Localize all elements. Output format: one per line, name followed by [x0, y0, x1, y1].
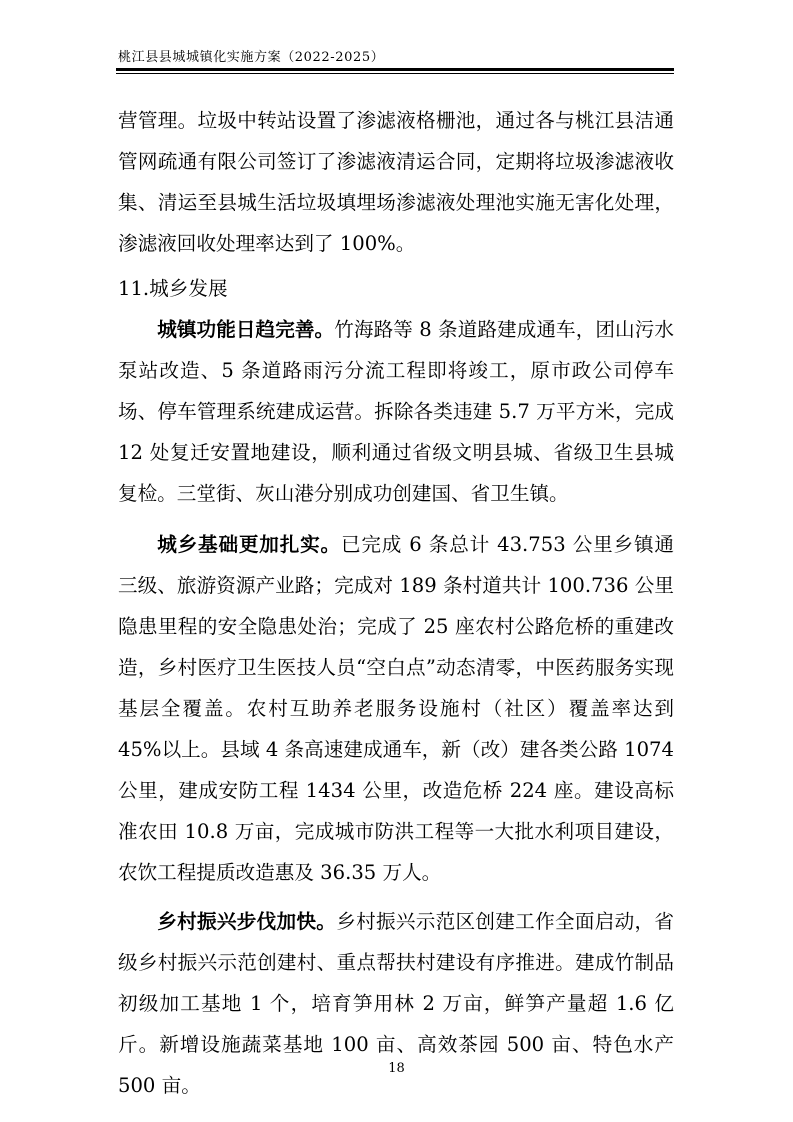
header-rule-thin [116, 73, 674, 74]
paragraph-lead: 乡村振兴步伐加快。 [157, 910, 337, 933]
paragraph-text: 已完成 6 条总计 43.753 公里乡镇通三级、旅游资源产业路；完成对 189 条村道共计 100.736 公里隐患里程的安全隐患处治；完成了 25 座农村公路危桥的重建改造，乡村医疗卫生医技人员“空白点”动态清零，中医药服务实现基层全覆盖。农村互助养老服务设施村（社区）覆盖率达到 45%以上。县域 4 条高速建成通车，新（改）建各类公路 1074 公里，建成安防工程 1434 公里，改造危桥 224 座。建设高标准农田 10.8 万亩，完成城市防洪工程等一大批水利项目建设，农饮工程提质改造惠及 36.35 万人。 [118, 533, 674, 884]
paragraph-lead: 城镇功能日趋完善。 [157, 318, 335, 341]
paragraph-text: 竹海路等 8 条道路建成通车，团山污水泵站改造、5 条道路雨污分流工程即将竣工，原市政公司停车场、停车管理系统建成运营。拆除各类违建 5.7 万平方米，完成 12 处复迁安置地建设，顺利通过省级文明县城、省级卫生县城复检。三堂街、灰山港分别成功创建国、省卫生镇。 [118, 318, 674, 505]
paragraph-infrastructure [118, 524, 674, 893]
paragraph-text: 乡村振兴示范区创建工作全面启动，省级乡村振兴示范创建村、重点帮扶村建设有序推进。建成竹制品初级加工基地 1 个，培育笋用林 2 万亩，鲜笋产量超 1.6 亿斤。新增设施蔬菜基地 100 亩、高效茶园 500 亩、特色水产 500 亩。 [118, 910, 675, 1097]
paragraph-lead: 城乡基础更加扎实。 [157, 533, 341, 556]
running-header: 桃江县县城城镇化实施方案（2022-2025） [118, 50, 385, 65]
header-rule-thick [116, 68, 674, 71]
paragraph-urban-function [118, 309, 674, 514]
page-number: 18 [388, 1061, 405, 1076]
document-body [118, 100, 674, 1106]
intro-paragraph: 营管理。垃圾中转站设置了渗滤液格栅池，通过各与桃江县洁通管网疏通有限公司签订了渗滤液清运合同，定期将垃圾渗滤液收集、清运至县城生活垃圾填埋场渗滤液处理池实施无害化处理，渗滤液回收处理率达到了 100%。 [118, 109, 674, 255]
section-title: 11.城乡发展 [118, 277, 228, 300]
